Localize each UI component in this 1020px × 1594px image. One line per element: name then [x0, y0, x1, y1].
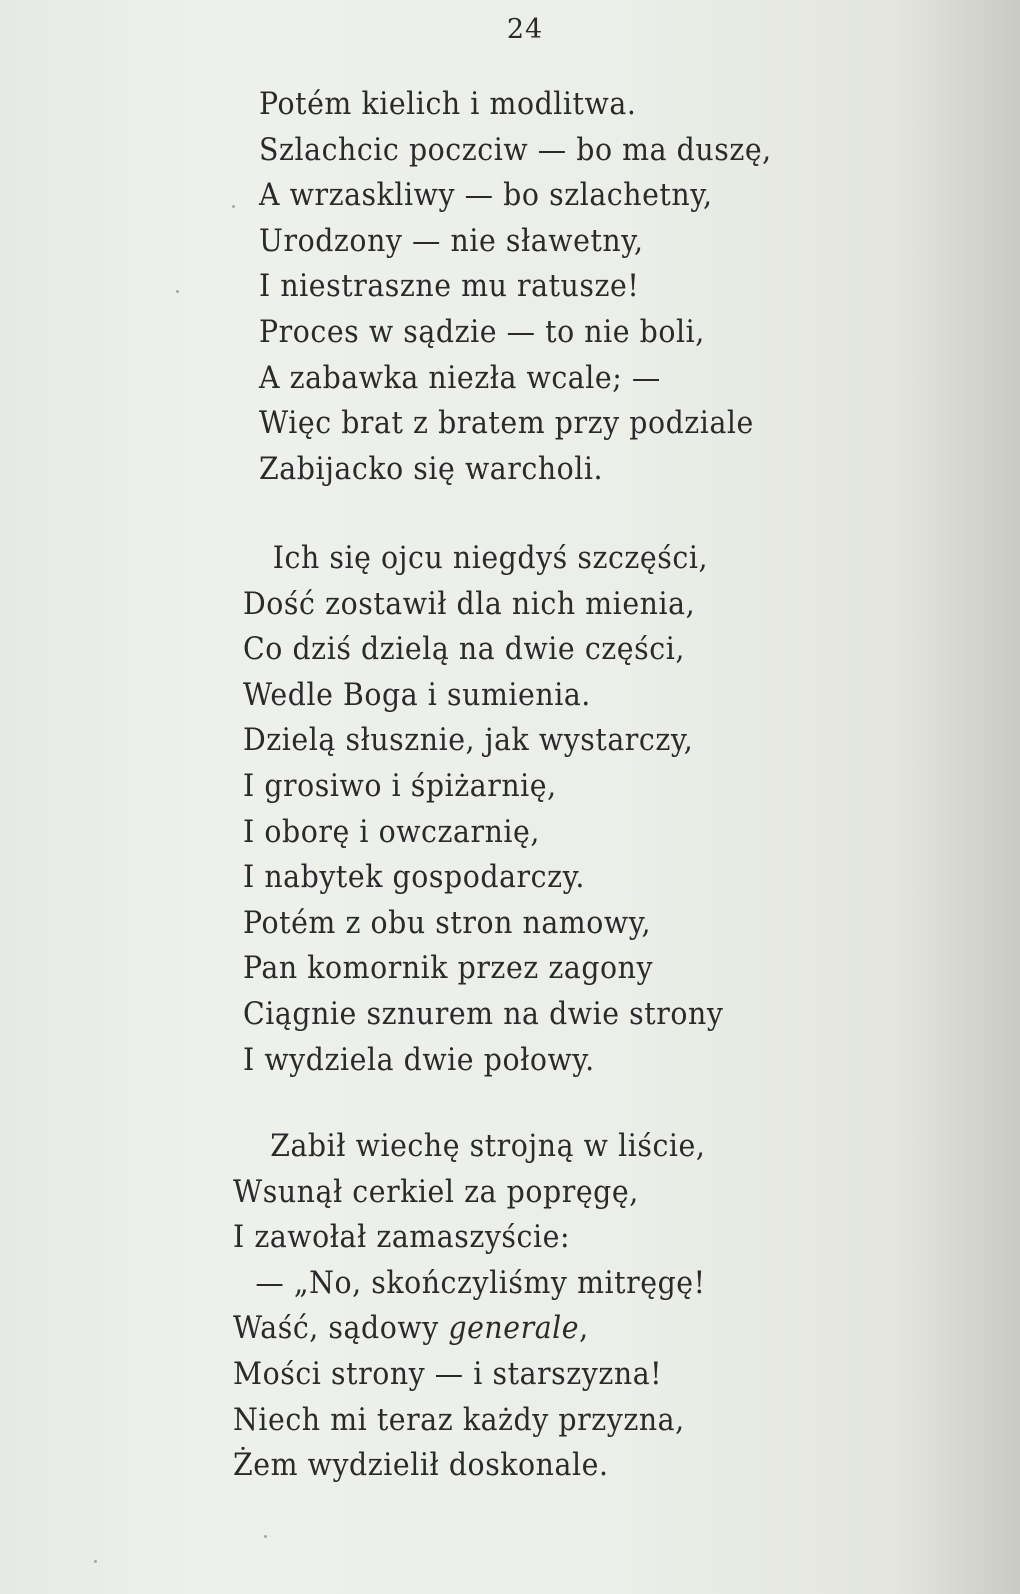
poem-line: A wrzaskliwy — bo szlachetny,	[259, 178, 713, 214]
paper-speck	[264, 1535, 267, 1538]
poem-line: Żem wydzielił doskonale.	[233, 1448, 609, 1484]
poem-line: Proces w sądzie — to nie boli,	[259, 314, 705, 350]
stanza-3	[233, 1124, 741, 1489]
poem-line: I nabytek gospodarczy.	[243, 860, 586, 896]
poem-line: Zabijacko się warcholi.	[259, 451, 604, 487]
page-number: 24	[506, 14, 544, 45]
poem-line: A zabawka niezła wcale; —	[259, 360, 661, 396]
poem-line: I zawołał zamaszyście:	[233, 1220, 571, 1256]
poem-line: Wedle Boga i sumienia.	[243, 677, 591, 713]
poem-line: Zabił wiechę strojną w liście,	[270, 1129, 706, 1164]
poem-line-with-italic	[233, 1306, 706, 1352]
poem-line: Więc brat z bratem przy podziale	[259, 406, 754, 442]
poem-line: Pan komornik przez zagony	[243, 951, 654, 987]
paper-speck	[232, 205, 235, 208]
poem-line: Wsunął cerkiel za popręgę,	[233, 1174, 639, 1210]
poem-line: Potém kielich i modlitwa.	[259, 87, 637, 122]
poem-line: I niestraszne mu ratusze!	[259, 269, 640, 305]
poem-line: Urodzony — nie sławetny,	[259, 223, 644, 259]
stanza-2	[243, 536, 760, 1083]
paper-speck	[176, 290, 179, 293]
poem-line: Niech mi teraz każdy przyzna,	[233, 1402, 685, 1438]
poem-line: Szlachcic poczciw — bo ma duszę,	[259, 132, 772, 168]
poem-line: Mości strony — i starszyzna!	[233, 1356, 663, 1392]
poem-line: I oborę i owczarnię,	[243, 814, 540, 850]
poem-line: Dość zostawił dla nich mienia,	[243, 586, 696, 622]
poem-line-tail: ,	[579, 1311, 589, 1347]
poem-line-text: Waść, sądowy	[233, 1311, 449, 1347]
poem-line: Ciągnie sznurem na dwie strony	[243, 996, 724, 1032]
italic-word: generale	[448, 1311, 580, 1347]
poem-line: Dzielą słusznie, jak wystarczy,	[243, 723, 694, 759]
poem-line: I wydziela dwie połowy.	[243, 1042, 595, 1078]
stanza-1	[259, 82, 810, 492]
poem-line: I grosiwo i śpiżarnię,	[243, 768, 557, 804]
poem-line: Ich się ojcu niegdyś szczęści,	[272, 541, 709, 576]
paper-speck	[94, 1560, 97, 1563]
poem-line: — „No, skończyliśmy mitręgę!	[255, 1265, 706, 1301]
poem-line: Co dziś dzielą na dwie części,	[243, 632, 685, 668]
poem-line: Potém z obu stron namowy,	[243, 905, 652, 941]
